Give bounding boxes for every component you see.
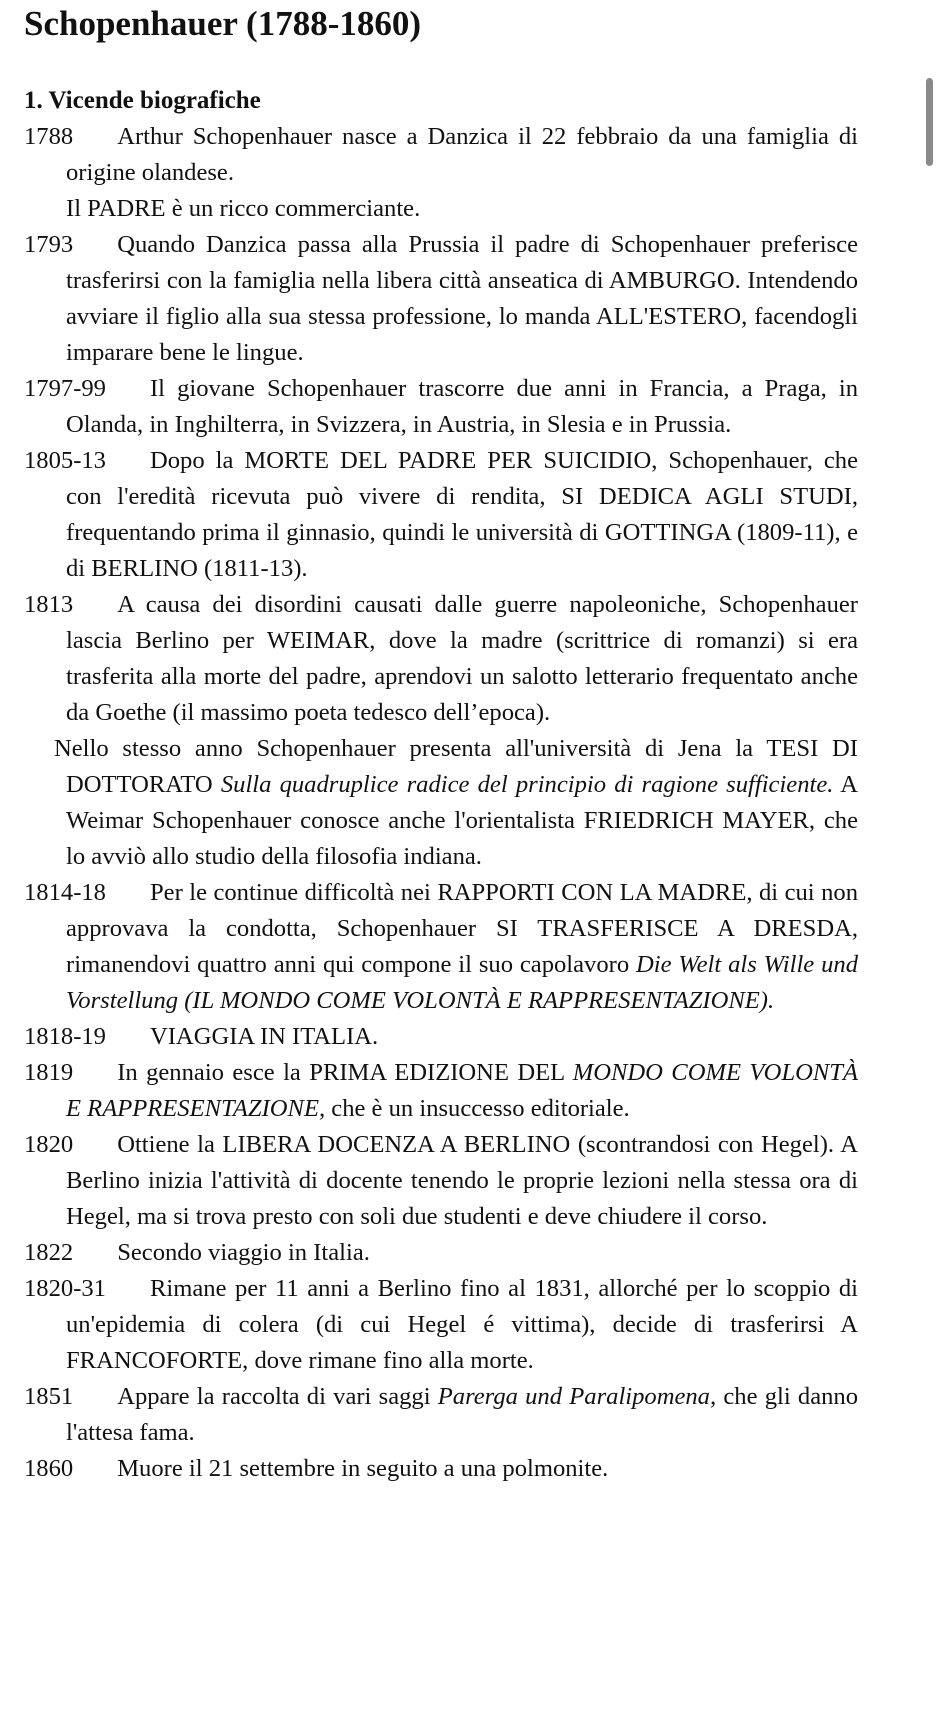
- timeline-entry: [24, 875, 858, 1019]
- timeline-entry: [24, 1055, 858, 1127]
- timeline-entry: [24, 1379, 858, 1451]
- entry-year: 1860: [24, 1455, 74, 1482]
- timeline-entry: [24, 119, 858, 191]
- entry-text: VIAGGIA IN ITALIA.: [149, 1023, 379, 1050]
- timeline-entry: [24, 371, 858, 443]
- entry-year: 1818-19: [24, 1023, 106, 1050]
- timeline-entry: [24, 227, 858, 371]
- entry-text: Secondo viaggio in Italia.: [117, 1239, 370, 1266]
- entry-text: Il PADRE è un ricco commerciante.: [66, 195, 421, 222]
- entry-text: Dopo la MORTE DEL PADRE PER SUICIDIO, Schopenhauer, che con l'eredità ricevuta può vivere di rendita, SI DEDICA AGLI STUDI, frequentando prima il ginnasio, quindi le università di GOTTINGA (1809-11), e di BERLINO (1811-13).: [66, 447, 858, 582]
- entry-text: Nello stesso anno Schopenhauer presenta all'università di Jena la TESI DI DOTTORATO: [54, 735, 858, 798]
- entry-text: Appare la raccolta di vari saggi: [117, 1383, 438, 1410]
- timeline-entry: [24, 1271, 858, 1379]
- entry-italic-title: Sulla quadruplice radice del principio di ragione sufficiente.: [220, 771, 834, 798]
- timeline-entry: [24, 1019, 858, 1055]
- entry-text: Ottiene la LIBERA DOCENZA A BERLINO (scontrandosi con Hegel). A Berlino inizia l'attività di docente tenendo le proprie lezioni nella stessa ora di Hegel, ma si trova presto con soli due studenti e deve chiudere il corso.: [66, 1131, 858, 1230]
- entry-year: 1813: [24, 591, 74, 618]
- entry-text: Il giovane Schopenhauer trascorre due anni in Francia, a Praga, in Olanda, in Inghilterra, in Svizzera, in Austria, in Slesia e in Prussia.: [66, 375, 858, 438]
- timeline-paragraph: [24, 191, 858, 227]
- timeline-paragraph: [24, 731, 858, 875]
- timeline-entry: [24, 443, 858, 587]
- entry-italic-title: Parerga und Paralipomena,: [437, 1383, 717, 1410]
- timeline-entry: [24, 587, 858, 731]
- entry-year: 1788: [24, 123, 74, 150]
- entry-year: 1814-18: [24, 879, 106, 906]
- entry-italic-title: MONDO COME VOLONTÀ E RAPPRESENTAZIONE,: [66, 1059, 858, 1122]
- timeline-entry: [24, 1235, 858, 1271]
- entry-year: 1819: [24, 1059, 74, 1086]
- entry-text: Muore il 21 settembre in seguito a una polmonite.: [117, 1455, 609, 1482]
- entry-text: Rimane per 11 anni a Berlino fino al 1831, allorché per lo scoppio di un'epidemia di colera (di cui Hegel é vittima), decide di trasferirsi A FRANCOFORTE, dove rimane fino alla morte.: [66, 1275, 858, 1374]
- entry-text: A causa dei disordini causati dalle guerre napoleoniche, Schopenhauer lascia Berlino per WEIMAR, dove la madre (scrittrice di romanzi) si era trasferita alla morte del padre, aprendovi un salotto letterario frequentato anche da Goethe (il massimo poeta tedesco dell’epoca).: [66, 591, 858, 726]
- entry-year: 1820: [24, 1131, 74, 1158]
- entry-text: che gli danno l'attesa fama.: [66, 1383, 858, 1446]
- entry-year: 1793: [24, 231, 74, 258]
- entry-year: 1820-31: [24, 1275, 106, 1302]
- entry-text: Per le continue difficoltà nei RAPPORTI CON LA MADRE, di cui non approvava la condotta, Schopenhauer SI TRASFERISCE A DRESDA, rimanendovi quattro anni qui compone il suo capolavoro: [66, 879, 858, 978]
- entry-text: A Weimar Schopenhauer conosce anche l'orientalista FRIEDRICH MAYER, che lo avviò allo studio della filosofia indiana.: [66, 771, 858, 870]
- entry-year: 1851: [24, 1383, 74, 1410]
- entry-year: 1822: [24, 1239, 74, 1266]
- scrollbar[interactable]: [926, 78, 933, 166]
- entry-year: 1805-13: [24, 447, 106, 474]
- entry-text: che è un insuccesso editoriale.: [325, 1095, 630, 1122]
- document-title: Schopenhauer (1788-1860): [24, 4, 422, 43]
- entry-year: 1797-99: [24, 375, 106, 402]
- entry-text: Arthur Schopenhauer nasce a Danzica il 22 febbraio da una famiglia di origine olandese.: [66, 123, 858, 186]
- entry-italic-title: Die Welt als Wille und Vorstellung (IL MONDO COME VOLONTÀ E RAPPRESENTAZIONE).: [66, 951, 858, 1014]
- section-heading: 1. Vicende biografiche: [24, 87, 261, 114]
- entry-text: In gennaio esce la PRIMA EDIZIONE DEL: [117, 1059, 573, 1086]
- timeline-entry: [24, 1127, 858, 1235]
- entry-text: Quando Danzica passa alla Prussia il padre di Schopenhauer preferisce trasferirsi con la famiglia nella libera città anseatica di AMBURGO. Intendendo avviare il figlio alla sua stessa professione, lo manda ALL'ESTERO, facendogli imparare bene le lingue.: [66, 231, 858, 366]
- timeline-entry: [24, 1451, 858, 1487]
- biography-timeline: [24, 119, 858, 1487]
